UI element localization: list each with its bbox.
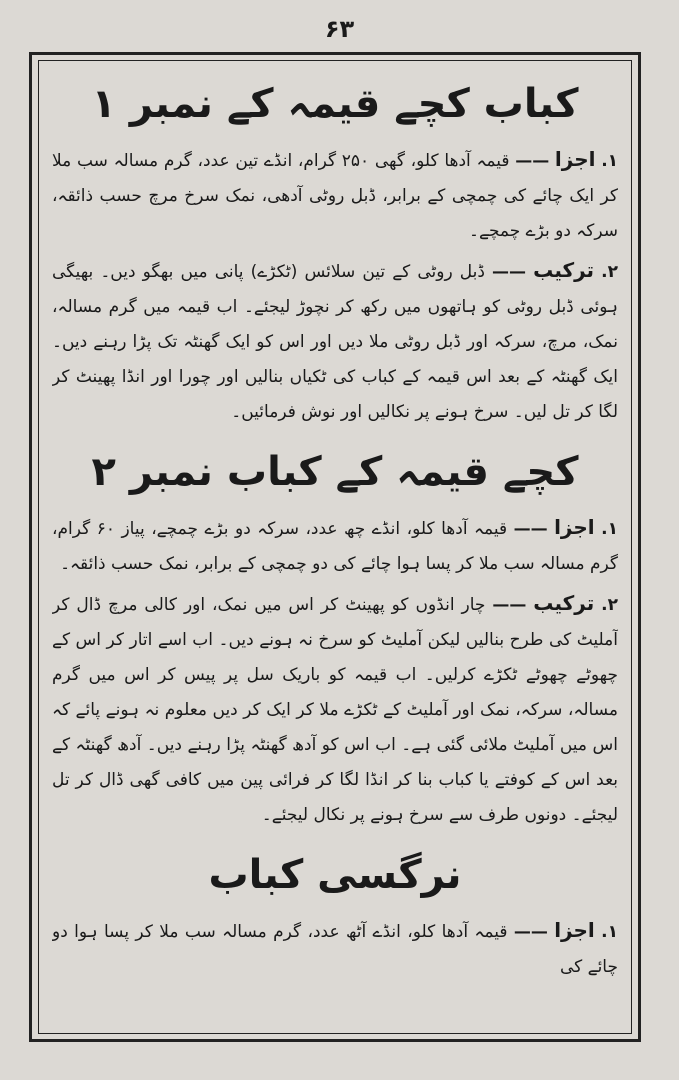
ingredients-paragraph — [52, 913, 618, 985]
section-title-kabab-1: کباب کچے قیمہ کے نمبر ۱ — [91, 81, 579, 127]
ingredients-text: قیمہ آدھا کلو، انڈے چھ عدد، سرکہ دو بڑے چمچے، پیاز ۶۰ گرام، گرم مسالہ سب ملا کر پسا ہوا چائے کی دو چمچی کے برابر، نمک حسب ذائقہ۔ — [52, 519, 618, 574]
ingredients-text: قیمہ آدھا کلو، انڈے آٹھ عدد، گرم مسالہ سب ملا کر پسا ہوا دو چائے کی — [52, 922, 618, 977]
dash-separator: —— — [513, 922, 548, 942]
ingredients-paragraph — [52, 510, 618, 582]
dash-separator: —— — [492, 262, 527, 282]
page-number: ۶۳ — [324, 15, 355, 43]
item-number: ۲. — [601, 595, 618, 615]
ingredients-paragraph — [52, 142, 618, 249]
ingredients-text: قیمہ آدھا کلو، گھی ۲۵۰ گرام، انڈے تین عدد، گرم مسالہ سب ملا کر ایک چائے کی چمچی کے برابر، ڈبل روٹی آدھی، نمک سرخ مرچ حسب ذائقہ، سرکہ دو بڑے چمچے۔ — [52, 151, 618, 241]
recipe-label: ترکیب — [533, 258, 595, 282]
recipe-text: چار انڈوں کو پھینٹ کر اس میں نمک، اور کالی مرچ ڈال کر آملیٹ کی طرح بنالیں لیکن آملیٹ کو سرخ نہ ہونے دیں۔ اب اسے اتار کر اس کے چھوٹے چھوٹے ٹکڑے کرلیں۔ اب قیمہ کو باریک سل پر پیس کر اس میں گرم مسالہ، سرکہ، نمک اور آملیٹ کے ٹکڑے ملا کر ایک کر دیں معلوم نہ ہونے پائے کہ اس میں آملیٹ ملائی گئی ہے۔ اب اس کو آدھ گھنٹہ پڑا رہنے دیں۔ آدھ گھنٹہ کے بعد اس کے کوفتے یا کباب بنا کر انڈا لگا کر فرائی پین میں کافی گھی ڈال کر تل لیجئے۔ دونوں طرف سے سرخ ہونے پر نکال لیجئے۔ — [52, 595, 618, 825]
recipe-paragraph — [52, 586, 618, 833]
ingredients-label: اجزا — [554, 918, 595, 942]
recipe-label: ترکیب — [533, 591, 595, 615]
recipe-text: ڈبل روٹی کے تین سلائس (ٹکڑے) پانی میں بھگو دیں۔ بھیگی ہوئی ڈبل روٹی کو ہاتھوں میں رکھ کر نچوڑ لیجئے۔ اب قیمہ میں گرم مسالہ، نمک، مرچ، سرکہ اور ڈبل روٹی ملا دیں اور اس کو ایک گھنٹہ تک پڑا رہنے دیں۔ ایک گھنٹہ کے بعد اس قیمہ کے کباب کی ٹکیاں بنالیں اور چورا اور انڈا پھینٹ کر لگا کر تل لیں۔ سرخ ہونے پر نکالیں اور نوش فرمائیں۔ — [52, 262, 618, 422]
page-content — [52, 62, 618, 1028]
dash-separator: —— — [492, 595, 527, 615]
item-number: ۲. — [601, 262, 618, 282]
dash-separator: —— — [513, 519, 548, 539]
section-title-kabab-2: کچے قیمہ کے کباب نمبر ۲ — [91, 449, 579, 495]
item-number: ۱. — [601, 922, 618, 942]
section-title-nargisi-kabab: نرگسی کباب — [208, 852, 462, 898]
item-number: ۱. — [601, 151, 618, 171]
item-number: ۱. — [601, 519, 618, 539]
dash-separator: —— — [515, 151, 550, 171]
recipe-paragraph — [52, 253, 618, 430]
ingredients-label: اجزا — [554, 147, 596, 171]
ingredients-label: اجزا — [554, 515, 595, 539]
